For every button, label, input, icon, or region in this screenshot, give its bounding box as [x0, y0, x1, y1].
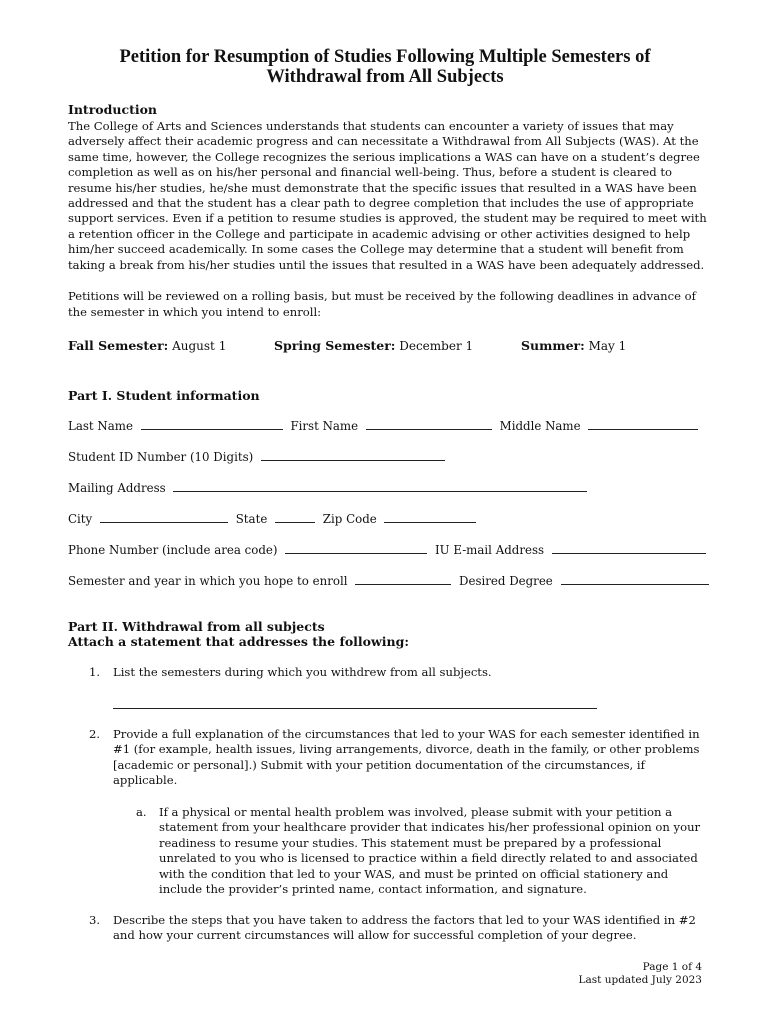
name-row	[68, 418, 702, 433]
last-name-field[interactable]	[141, 418, 283, 430]
last-updated: Last updated July 2023	[578, 974, 702, 986]
phone-email-row	[68, 542, 710, 557]
city-field[interactable]	[100, 511, 228, 523]
summer-date: May 1	[588, 339, 627, 353]
first-name-label: First Name	[290, 419, 359, 433]
item-2-text: Provide a full explanation of the circumstances that led to your WAS for each semester identified in #1 (for example, health issues, living arrangements, divorce, death in the family, or other problems [academic or personal].) Submit with your petition documentation of the circumstances, if applicable.	[113, 727, 700, 788]
intro-heading: Introduction	[68, 102, 158, 117]
page-title	[40, 47, 730, 87]
item-1-number: 1.	[89, 665, 101, 679]
spring-deadline	[274, 339, 473, 353]
spring-date: December 1	[399, 339, 474, 353]
email-field[interactable]	[552, 542, 706, 554]
first-name-field[interactable]	[366, 418, 492, 430]
page-number: Page 1 of 4	[642, 961, 702, 973]
desired-degree-label: Desired Degree	[459, 574, 553, 588]
fall-deadline	[68, 339, 226, 353]
state-label: State	[235, 512, 268, 526]
desired-degree-field[interactable]	[561, 573, 709, 585]
item-3-number: 3.	[89, 913, 101, 927]
item-2a-letter: a.	[136, 805, 147, 819]
state-field[interactable]	[275, 511, 315, 523]
mailing-address-row	[68, 480, 591, 495]
semester-year-label: Semester and year in which you hope to enroll	[68, 574, 348, 588]
student-id-field[interactable]	[261, 449, 445, 461]
title-line-2: Withdrawal from All Subjects	[266, 67, 504, 87]
summer-deadline	[521, 339, 626, 353]
page-footer	[579, 961, 702, 987]
mailing-address-field[interactable]	[173, 480, 587, 492]
phone-label: Phone Number (include area code)	[68, 543, 278, 557]
part2-heading: Part II. Withdrawal from all subjects	[68, 619, 325, 634]
last-name-label: Last Name	[68, 419, 133, 433]
enroll-degree-row	[68, 573, 713, 588]
item-2-number: 2.	[89, 727, 101, 741]
middle-name-field[interactable]	[588, 418, 698, 430]
item-3-text: Describe the steps that you have taken to address the factors that led to your WAS identified in #2 and how your current circumstances will allow for successful completion of your degree.	[113, 913, 696, 943]
fall-label: Fall Semester:	[68, 338, 169, 353]
fall-date: August 1	[172, 339, 227, 353]
city-state-zip-row	[68, 511, 480, 526]
mailing-address-label: Mailing Address	[68, 481, 166, 495]
spring-label: Spring Semester:	[274, 338, 396, 353]
city-label: City	[68, 512, 93, 526]
summer-label: Summer:	[521, 338, 585, 353]
item-1-text: List the semesters during which you withdrew from all subjects.	[113, 665, 492, 679]
title-line-1: Petition for Resumption of Studies Following Multiple Semesters of	[119, 47, 651, 67]
semester-year-field[interactable]	[355, 573, 451, 585]
zip-label: Zip Code	[322, 512, 377, 526]
part2-subheading: Attach a statement that addresses the following:	[68, 634, 409, 649]
part1-heading: Part I. Student information	[68, 388, 260, 403]
email-label: IU E-mail Address	[435, 543, 545, 557]
student-id-label: Student ID Number (10 Digits)	[68, 450, 254, 464]
intro-paragraph: The College of Arts and Sciences understands that students can encounter a variety of issues that may adversely affect their academic progress and can necessitate a Withdrawal from All Subjects (WAS). At the same time, however, the College recognizes the serious implications a WAS can have on a student’s degree completion as well as on his/her personal and financial well-being. Thus, before a student is cleared to resume his/her studies, he/she must demonstrate that the specific issues that resulted in a WAS have been addressed and that the student has a clear path to degree completion that includes the use of appropriate support services. Even if a petition to resume studies is approved, the student may be required to meet with a retention officer in the College and participate in academic advising or other activities designed to help him/her succeed academically. In some cases the College may determine that a student will benefit from taking a break from his/her studies until the issues that resulted in a WAS have been adequately addressed.	[68, 119, 707, 272]
phone-field[interactable]	[285, 542, 427, 554]
student-id-row	[68, 449, 449, 464]
deadlines-paragraph: Petitions will be reviewed on a rolling basis, but must be received by the following deadlines in advance of the semester in which you intend to enroll:	[68, 289, 696, 319]
item-2a-text: If a physical or mental health problem was involved, please submit with your petition a statement from your healthcare provider that indicates his/her professional opinion on your readiness to resume your studies. This statement must be prepared by a professional unrelated to you who is licensed to practice within a field directly related to and associated with the condition that led to your WAS, and must be printed on official stationery and include the provider’s printed name, contact information, and signature.	[159, 805, 701, 897]
semesters-answer-line[interactable]	[113, 708, 597, 709]
middle-name-label: Middle Name	[499, 419, 581, 433]
zip-field[interactable]	[384, 511, 476, 523]
